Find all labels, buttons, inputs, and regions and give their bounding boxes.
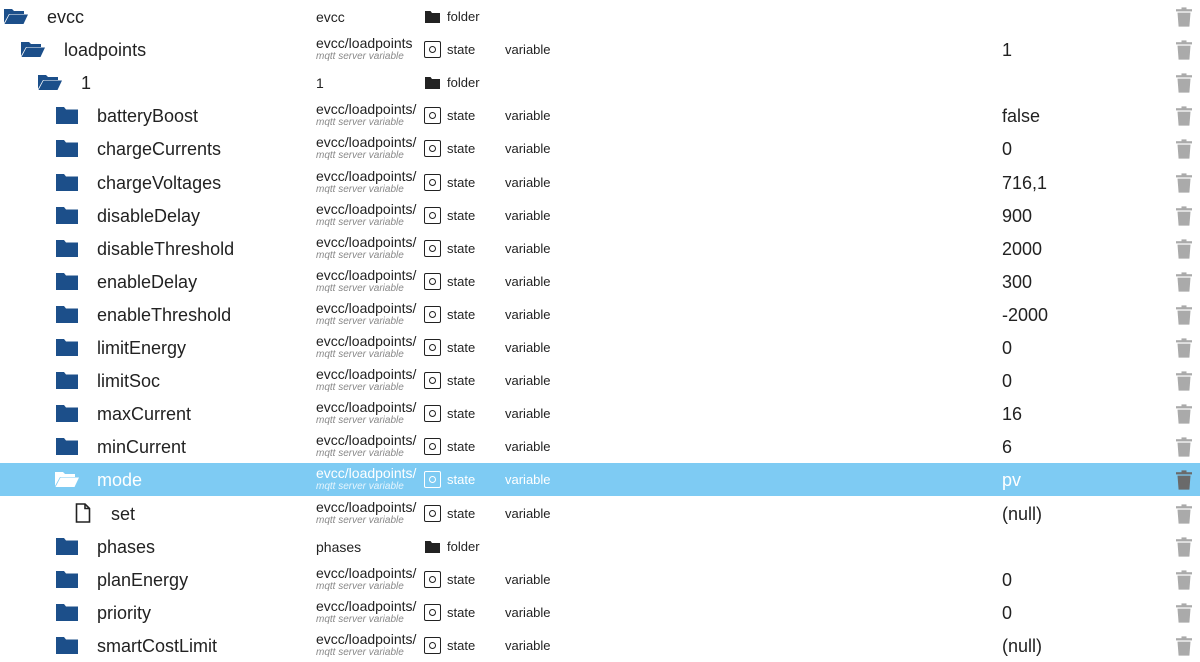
row-id-description: mqtt server variable [316, 349, 404, 360]
row-name: limitSoc [97, 371, 161, 391]
row-type: state [447, 208, 476, 223]
row-role: variable [505, 472, 551, 487]
row-id: evcc/loadpoints/ [316, 366, 417, 382]
folder-closed-icon[interactable] [51, 368, 83, 392]
row-id-description: mqtt server variable [316, 150, 404, 161]
folder-closed-icon[interactable] [51, 203, 83, 227]
folder-closed-icon[interactable] [51, 236, 83, 260]
delete-icon[interactable] [1175, 206, 1193, 226]
folder-closed-icon[interactable] [51, 567, 83, 591]
row-value[interactable]: 0 [1002, 139, 1013, 159]
row-role: variable [505, 42, 551, 57]
row-id-description: mqtt server variable [316, 283, 404, 294]
row-value[interactable]: 716,1 [1002, 173, 1048, 193]
row-value[interactable]: 6 [1002, 437, 1013, 457]
delete-icon[interactable] [1175, 73, 1193, 93]
tree-row[interactable] [0, 99, 1200, 132]
state-icon [424, 405, 441, 422]
tree-row[interactable] [0, 596, 1200, 629]
tree-row[interactable] [0, 166, 1200, 199]
folder-open-icon[interactable] [0, 4, 32, 28]
row-id-description: mqtt server variable [316, 581, 404, 592]
folder-closed-icon[interactable] [51, 600, 83, 624]
delete-icon[interactable] [1175, 371, 1193, 391]
row-id: evcc/loadpoints/ [316, 201, 417, 217]
delete-icon[interactable] [1175, 139, 1193, 159]
row-name: phases [97, 537, 156, 557]
delete-icon[interactable] [1175, 239, 1193, 259]
tree-row[interactable] [0, 232, 1200, 265]
folder-closed-icon[interactable] [51, 103, 83, 127]
row-id-description: mqtt server variable [316, 184, 404, 195]
file-icon[interactable] [67, 501, 99, 525]
folder-type-icon [424, 8, 441, 25]
row-name: planEnergy [97, 570, 189, 590]
tree-row[interactable] [0, 629, 1200, 662]
row-name: maxCurrent [97, 404, 192, 424]
row-id: evcc/loadpoints/ [316, 399, 417, 415]
row-type: state [447, 42, 476, 57]
delete-icon[interactable] [1175, 470, 1193, 490]
row-role: variable [505, 638, 551, 653]
row-id: evcc/loadpoints/ [316, 565, 417, 581]
delete-icon[interactable] [1175, 106, 1193, 126]
row-name: batteryBoost [97, 106, 199, 126]
row-value[interactable]: 0 [1002, 570, 1013, 590]
row-id: evcc/loadpoints/ [316, 499, 417, 515]
tree-row[interactable] [0, 364, 1200, 397]
row-id: evcc/loadpoints/ [316, 101, 417, 117]
delete-icon[interactable] [1175, 40, 1193, 60]
row-id-description: mqtt server variable [316, 250, 404, 261]
state-icon [424, 273, 441, 290]
row-type: folder [447, 75, 480, 90]
row-name: chargeVoltages [97, 173, 222, 193]
delete-icon[interactable] [1175, 636, 1193, 656]
row-type: state [447, 373, 476, 388]
row-type: state [447, 108, 476, 123]
row-value[interactable]: 2000 [1002, 239, 1043, 259]
row-type: state [447, 572, 476, 587]
row-id: evcc/loadpoints/ [316, 432, 417, 448]
row-id-description: mqtt server variable [316, 614, 404, 625]
state-icon [424, 240, 441, 257]
state-icon [424, 41, 441, 58]
tree-row[interactable] [0, 0, 1200, 33]
row-type: state [447, 340, 476, 355]
state-icon [424, 107, 441, 124]
delete-icon[interactable] [1175, 338, 1193, 358]
state-icon [424, 372, 441, 389]
row-name: loadpoints [64, 40, 147, 60]
row-role: variable [505, 373, 551, 388]
folder-closed-icon[interactable] [51, 269, 83, 293]
row-role: variable [505, 108, 551, 123]
tree-row[interactable] [0, 497, 1200, 530]
row-id-description: mqtt server variable [316, 448, 404, 459]
state-icon [424, 438, 441, 455]
row-id: evcc/loadpoints/ [316, 168, 417, 184]
folder-closed-icon[interactable] [51, 335, 83, 359]
row-value[interactable]: 0 [1002, 371, 1013, 391]
delete-icon[interactable] [1175, 504, 1193, 524]
row-role: variable [505, 175, 551, 190]
row-type: state [447, 605, 476, 620]
delete-icon[interactable] [1175, 537, 1193, 557]
state-icon [424, 306, 441, 323]
row-role: variable [505, 241, 551, 256]
row-name: priority [97, 603, 152, 623]
folder-closed-icon[interactable] [51, 633, 83, 657]
tree-row[interactable] [0, 298, 1200, 331]
row-role: variable [505, 274, 551, 289]
state-icon [424, 207, 441, 224]
row-type: state [447, 638, 476, 653]
state-icon [424, 471, 441, 488]
tree-row[interactable] [0, 463, 1200, 496]
row-id: evcc/loadpoints/ [316, 631, 417, 647]
row-type: state [447, 175, 476, 190]
row-id: evcc/loadpoints/ [316, 465, 417, 481]
state-icon [424, 571, 441, 588]
row-id: evcc/loadpoints/ [316, 300, 417, 316]
delete-icon[interactable] [1175, 272, 1193, 292]
row-value[interactable]: 0 [1002, 338, 1013, 358]
row-id: evcc/loadpoints/ [316, 333, 417, 349]
row-type: folder [447, 539, 480, 554]
row-id: evcc/loadpoints/ [316, 234, 417, 250]
row-name: enableThreshold [97, 305, 232, 325]
state-icon [424, 174, 441, 191]
row-name: smartCostLimit [97, 636, 218, 656]
folder-type-icon [424, 74, 441, 91]
row-id: 1 [316, 75, 324, 91]
folder-closed-icon[interactable] [51, 302, 83, 326]
delete-icon[interactable] [1175, 603, 1193, 623]
row-id-description: mqtt server variable [316, 51, 404, 62]
row-type: state [447, 141, 476, 156]
state-icon [424, 140, 441, 157]
row-type: folder [447, 9, 480, 24]
row-id-description: mqtt server variable [316, 415, 404, 426]
tree-row[interactable] [0, 265, 1200, 298]
tree-row[interactable] [0, 530, 1200, 563]
state-icon [424, 505, 441, 522]
row-id: evcc/loadpoints/ [316, 134, 417, 150]
row-name: disableDelay [97, 206, 201, 226]
row-value[interactable]: (null) [1002, 504, 1043, 524]
folder-type-icon [424, 538, 441, 555]
row-role: variable [505, 506, 551, 521]
tree-row[interactable] [0, 397, 1200, 430]
tree-row[interactable] [0, 66, 1200, 99]
row-id-description: mqtt server variable [316, 217, 404, 228]
tree-row[interactable] [0, 199, 1200, 232]
row-name: 1 [81, 73, 92, 93]
row-type: state [447, 439, 476, 454]
delete-icon[interactable] [1175, 437, 1193, 457]
state-icon [424, 637, 441, 654]
row-name: evcc [47, 7, 85, 27]
row-value[interactable]: (null) [1002, 636, 1043, 656]
folder-closed-icon[interactable] [51, 434, 83, 458]
row-name: limitEnergy [97, 338, 187, 358]
row-name: minCurrent [97, 437, 187, 457]
folder-open-icon[interactable] [17, 37, 49, 61]
row-type: state [447, 506, 476, 521]
row-id: evcc/loadpoints [316, 35, 413, 51]
row-value[interactable]: false [1002, 106, 1041, 126]
delete-icon[interactable] [1175, 7, 1193, 27]
state-icon [424, 604, 441, 621]
row-id-description: mqtt server variable [316, 117, 404, 128]
row-id-description: mqtt server variable [316, 316, 404, 327]
folder-open-icon[interactable] [51, 467, 83, 491]
folder-closed-icon[interactable] [51, 136, 83, 160]
row-id: evcc/loadpoints/ [316, 598, 417, 614]
row-name: set [111, 504, 136, 524]
row-value[interactable]: 300 [1002, 272, 1033, 292]
row-id-description: mqtt server variable [316, 515, 404, 526]
row-id: evcc/loadpoints/ [316, 267, 417, 283]
row-type: state [447, 307, 476, 322]
tree-row[interactable] [0, 430, 1200, 463]
row-id-description: mqtt server variable [316, 382, 404, 393]
row-id: phases [316, 539, 362, 555]
row-value[interactable]: 1 [1002, 40, 1013, 60]
tree-row[interactable] [0, 563, 1200, 596]
delete-icon[interactable] [1175, 404, 1193, 424]
row-type: state [447, 406, 476, 421]
row-value[interactable]: 16 [1002, 404, 1023, 424]
row-role: variable [505, 406, 551, 421]
folder-closed-icon[interactable] [51, 534, 83, 558]
row-role: variable [505, 141, 551, 156]
row-role: variable [505, 572, 551, 587]
tree-row[interactable] [0, 33, 1200, 66]
row-role: variable [505, 340, 551, 355]
row-role: variable [505, 208, 551, 223]
row-id-description: mqtt server variable [316, 647, 404, 658]
row-role: variable [505, 605, 551, 620]
delete-icon[interactable] [1175, 570, 1193, 590]
folder-open-icon[interactable] [34, 70, 66, 94]
row-name: enableDelay [97, 272, 198, 292]
row-type: state [447, 472, 476, 487]
row-id-description: mqtt server variable [316, 481, 404, 492]
delete-icon[interactable] [1175, 173, 1193, 193]
folder-closed-icon[interactable] [51, 401, 83, 425]
row-value[interactable]: pv [1002, 470, 1022, 490]
row-name: chargeCurrents [97, 139, 222, 159]
row-role: variable [505, 439, 551, 454]
row-value[interactable]: -2000 [1002, 305, 1049, 325]
row-value[interactable]: 900 [1002, 206, 1033, 226]
row-value[interactable]: 0 [1002, 603, 1013, 623]
tree-row[interactable] [0, 331, 1200, 364]
tree-row[interactable] [0, 132, 1200, 165]
row-name: mode [97, 470, 143, 490]
row-type: state [447, 241, 476, 256]
row-type: state [447, 274, 476, 289]
row-name: disableThreshold [97, 239, 235, 259]
row-id: evcc [316, 9, 345, 25]
delete-icon[interactable] [1175, 305, 1193, 325]
folder-closed-icon[interactable] [51, 170, 83, 194]
state-icon [424, 339, 441, 356]
row-role: variable [505, 307, 551, 322]
